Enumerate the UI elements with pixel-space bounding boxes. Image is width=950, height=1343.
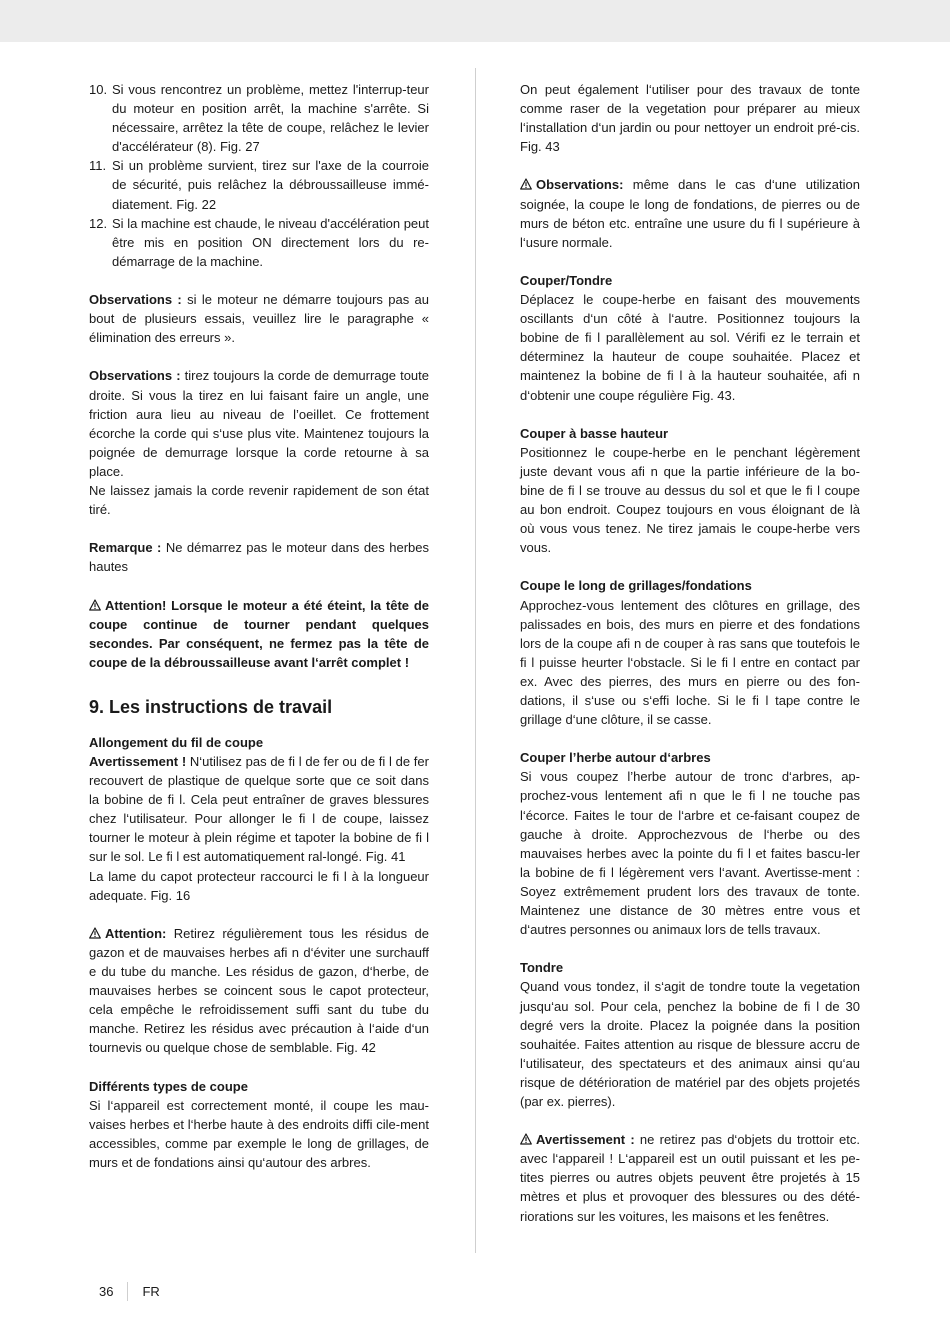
paragraph: Avertissement ! N‘utilisez pas de fi l de fer ou de fi l de fer recouvert de plastique de quelque sorte que ce soit dans la bobine de fi l. Cela peut entraîner de graves blessures chez l‘utilisateur. Pour allonger le fi l de coupe, laissez tourner le moteur à plein régime et tapoter la bobine de fi l sur le sol. Le fi l est automatiquement ral-longé. Fig. 41 (89, 754, 429, 865)
observation-paragraph: Observations: même dans le cas d‘une utilization soignée, la coupe le long de fondations, de pierres ou de murs de béton etc. entraîne une usure du fi l supérieure à l‘usure normale. (520, 177, 860, 250)
warning-icon (520, 178, 532, 190)
remark-paragraph: Remarque : Ne démarrez pas le moteur dans des herbes hautes (89, 540, 429, 575)
subheading: Couper l’herbe autour d‘arbres (520, 750, 711, 766)
attention-paragraph: Attention! Lorsque le moteur a été éteint, la tête de coupe continue de tourner pendant quelques secondes. Par conséquent, ne fermez pas la tête de coupe de la débroussailleuse avant l‘arrêt complet ! (89, 597, 429, 670)
warning-icon (520, 1133, 532, 1145)
warning-icon (89, 599, 101, 611)
subheading: Couper à basse hauteur (520, 425, 669, 441)
attention-paragraph: Attention: Retirez régulièrement tous les résidus de gazon et de mauvaises herbes afi n d‘éviter une surchauff e du tube du manche. Les résidus de gazon, d‘herbe, de mauvaises herbes se coincent sous le capot protecteur, cela empêche le refroidissement suffi sant du tube du manche. Retirez les résidus avec précaution à l‘aide d‘un tournevis ou quelque chose de semblable. Fig. 42 (89, 925, 429, 1056)
warning-paragraph: Avertissement : ne retirez pas d‘objets du trottoir etc. avec l‘appareil ! L‘appareil est un outil puissant et les pe-tites pierres ou autres objets peuvent être projetés à 15 mètres et plus et provoquer des blessures ou des dété-riorations sur les voitures, les maisons et les fenêtres. (520, 1132, 860, 1224)
observation-paragraph: Observations : tirez toujours la corde de demurrage toute droite. Si vous la tirez en lui faisant faire un angle, une friction aura lieu au niveau de l’oeillet. Ce frottement écorche la corde qui s‘use plus vite. Maintenez toujours la poignée de demurrage lorsque la corde retourne à sa place. (89, 368, 429, 479)
list-item: 11. Si un problème survient, tirez sur l'axe de la courroie de sécurité, puis relâchez la débroussailleuse immé-diatement. Fig. 22 (89, 158, 429, 212)
left-column (89, 80, 429, 1172)
paragraph: Si vous coupez l’herbe autour de tronc d‘arbres, ap-prochez-vous lentement afi n que le fi l ne touche pas l‘écorce. Faites le tour de l‘arbre et ce-faisant coupez de gauche à droite. Approchezvous de l‘herbe ou des mauvaises herbes avec la pointe du fi l et faites bascu-ler la bobine de fi l légèrement vers l‘avant. Avertisse-ment : Soyez extrêmement prudent lors des travaux de tonte. Maintenez une distance de 30 mètres entre vous et d‘autres personnes ou animaux lors de tells travaux. (520, 769, 860, 938)
column-divider (475, 68, 476, 1253)
subheading: Coupe le long de grillages/fondations (520, 578, 752, 594)
paragraph: Déplacez le coupe-herbe en faisant des mouvements oscillants d‘un côté à l‘autre. Positionnez toujours la bobine de fi l parallèlement au sol. Vérifi ez le terrain et déterminez la hauteur de coupe souhaitée. Placez et maintenez la bobine de fi l à la hauteur souhaitée, afi n d‘obtenir une coupe régulière Fig. 43. (520, 292, 860, 403)
subheading: Tondre (520, 960, 564, 976)
paragraph: Si l‘appareil est correctement monté, il coupe les mau-vaises herbes et l‘herbe haute à des endroits diffi cile-ment accessibles, comme par exemple le long de grillages, de murs et de fondations ainsi qu‘autour des arbres. (89, 1097, 429, 1170)
paragraph: Quand vous tondez, il s‘agit de tondre toute la vegetation jusqu‘au sol. Pour cela, penchez la bobine de fi l de 30 degré vers la droite. Placez la poignée dans la position souhaitée. Faites attention au risque de blessure accru de l‘utilisateur, des spectateurs et des animaux ainsi qu‘au risque de détérioration de matériel par des objets projetés (par ex. pierres). (520, 979, 860, 1109)
subheading: Couper/Tondre (520, 272, 613, 288)
language-code: FR (142, 1284, 160, 1299)
warning-icon (89, 927, 101, 939)
subheading: Allongement du fil de coupe (89, 734, 264, 750)
paragraph: Approchez-vous lentement des clôtures en grillage, des palissades en bois, des murs en pierre et des fondations lors de la coupe afi n de couper à ras sans que toutefois le fi l puisse heurter l‘obstacle. Si le fi l entre en contact par ex. Avec des pierres, des murs en pierre ou des fon-dations, il s‘use ou s‘effi loche. Si le fi l tape contre le grillage d‘une clôture, il se casse. (520, 597, 860, 728)
right-column (520, 80, 860, 1226)
page-number: 36 (99, 1282, 128, 1301)
observation-paragraph: Observations : si le moteur ne démarre toujours pas au bout de plusieurs essais, veuillez lire le paragraphe « élimination des erreurs ». (89, 292, 429, 346)
page-header-band (0, 0, 950, 42)
paragraph: Positionnez le coupe-herbe en le penchant légèrement juste devant vous afi n que la partie inférieure de la bo-bine de fi l se trouve au dessus du sol et que le fi l coupe au bon endroit. Coupez toujours en vous éloignant de là où vous vous tenez. Ne tirez jamais le coupe-herbe vers vous. (520, 444, 860, 556)
paragraph: La lame du capot protecteur raccourci le fi l à la longueur adequate. Fig. 16 (89, 868, 429, 903)
paragraph: Ne laissez jamais la corde revenir rapidement de son état tiré. (89, 482, 429, 518)
paragraph: On peut également l‘utiliser pour des travaux de tonte comme raser de la vegetation pour préparer au mieux l‘installation d‘un jardin ou pour nettoyer un endroit pré-cis. Fig. 43 (520, 82, 860, 155)
list-item: 10. Si vous rencontrez un problème, mettez l'interrup-teur du moteur en position arrêt, la machine s'arrête. Si nécessaire, arrêtez la tête de coupe, relâchez le levier d'accélérateur (8). Fig. 27 (89, 82, 429, 155)
section-title: 9. Les instructions de travail (89, 696, 333, 717)
page-footer (99, 1282, 160, 1301)
list-item: 12. Si la machine est chaude, le niveau d'accélération peut être mis en position ON directement lors du re-démarrage de la machine. (89, 215, 429, 269)
subheading: Différents types de coupe (89, 1078, 248, 1094)
